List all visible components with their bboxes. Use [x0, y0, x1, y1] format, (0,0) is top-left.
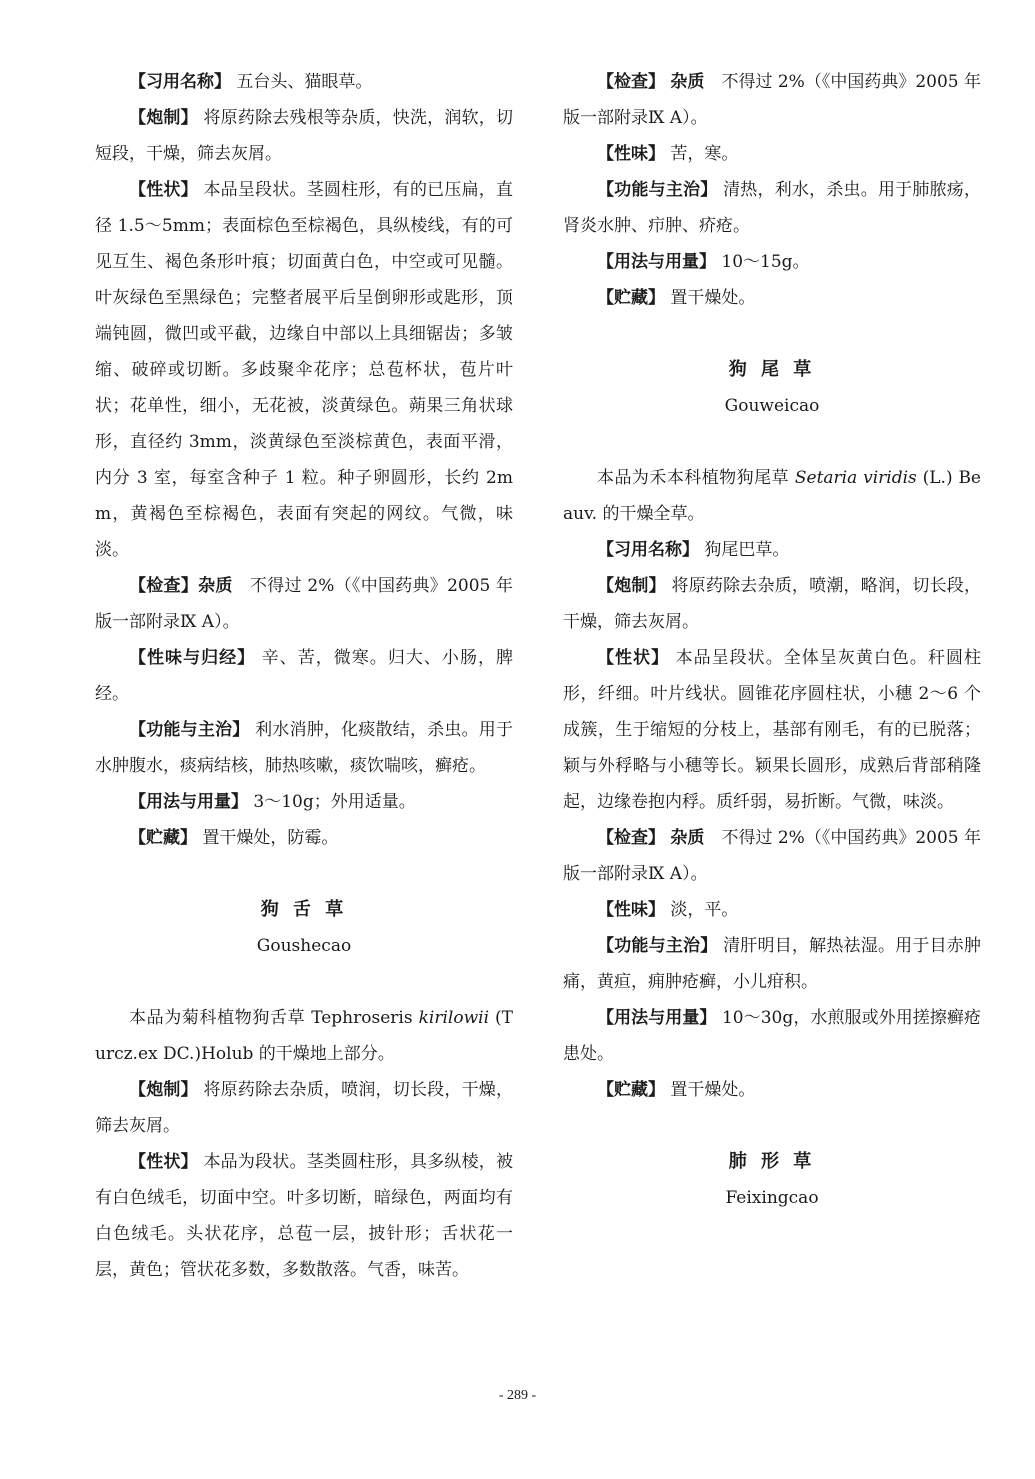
herb-description: 本品为菊科植物狗舌草 Tephroseris kirilowii (Turcz.ex DC.)Holub 的干燥地上部分。 — [95, 1008, 514, 1064]
spacer — [95, 856, 513, 892]
entry-xiyong: 【习用名称】 狗尾巴草。 — [597, 540, 790, 560]
entry-jiancha: 【检查】 杂质 不得过 2%（《中国药典》2005 年版一部附录Ⅸ A）。 — [563, 828, 982, 884]
spacer — [95, 964, 513, 1000]
spacer — [563, 1108, 981, 1144]
spacer — [563, 316, 981, 352]
entry-yongfa: 【用法与用量】 3～10g；外用适量。 — [129, 792, 416, 812]
entry-zhucang: 【贮藏】 置干燥处。 — [597, 1080, 756, 1100]
entry-xingzhuang: 【性状】 本品呈段状。全体呈灰黄白色。秆圆柱形，纤细。叶片线状。圆锥花序圆柱状，小穗 2～6 个成簇，生于缩短的分枝上，基部有刚毛，有的已脱落；颖与外稃略与小穗等长。颖果长圆形，成熟后背部稍隆起，边缘卷抱内稃。质纤弱，易折断。气微，味淡。 — [563, 648, 982, 812]
entry-xingwei: 【性味与归经】 辛、苦，微寒。归大、小肠，脾经。 — [95, 648, 514, 704]
page-number: - 289 - — [498, 1388, 537, 1403]
entry-xiyong: 【习用名称】 五台头、猫眼草。 — [129, 72, 373, 92]
herb-description: 本品为禾本科植物狗尾草 Setaria viridis (L.) Beauv. 的干燥全草。 — [563, 468, 981, 524]
entry-gongneng: 【功能与主治】 清肝明目，解热祛湿。用于目赤肿痛，黄疸，痈肿疮癣，小儿疳积。 — [563, 936, 982, 992]
entry-zhucang: 【贮藏】 置干燥处，防霉。 — [129, 828, 339, 848]
spacer — [563, 424, 981, 460]
entry-jiancha: 【检查】杂质 不得过 2%（《中国药典》2005 年版一部附录Ⅸ A）。 — [95, 576, 514, 632]
entry-paozhi: 【炮制】 将原药除去杂质，喷潮，略润，切长段，干燥，筛去灰屑。 — [563, 576, 982, 632]
entry-yongfa: 【用法与用量】 10～15g。 — [597, 252, 810, 272]
left-column — [95, 64, 513, 1288]
herb-pinyin: Gouweicao — [724, 396, 820, 416]
entry-zhucang: 【贮藏】 置干燥处。 — [597, 288, 756, 308]
entry-xingwei: 【性味】 淡，平。 — [597, 900, 739, 920]
entry-paozhi: 【炮制】 将原药除去残根等杂质，快洗，润软，切短段，干燥，筛去灰屑。 — [95, 108, 514, 164]
entry-gongneng: 【功能与主治】 清热，利水，杀虫。用于肺脓疡，肾炎水肿、疖肿、疥疮。 — [563, 180, 982, 236]
herb-title: 狗 舌 草 — [260, 899, 348, 920]
entry-gongneng: 【功能与主治】 利水消肿，化痰散结，杀虫。用于水肿腹水，痰病结核，肺热咳嗽，痰饮喘咳，癣疮。 — [95, 720, 514, 776]
entry-paozhi: 【炮制】 将原药除去杂质，喷润，切长段，干燥，筛去灰屑。 — [95, 1080, 514, 1136]
herb-title: 狗 尾 草 — [728, 359, 816, 380]
entry-xingwei: 【性味】 苦，寒。 — [597, 144, 739, 164]
entry-yongfa: 【用法与用量】 10～30g，水煎服或外用搓擦癣疮患处。 — [563, 1008, 982, 1064]
entry-xingzhuang: 【性状】 本品呈段状。茎圆柱形，有的已压扁，直径 1.5～5mm；表面棕色至棕褐色，具纵棱线，有的可见互生、褐色条形叶痕；切面黄白色，中空或可见髓。叶灰绿色至黑绿色；完整者展平后呈倒卵形或匙形，顶端钝圆，微凹或平截，边缘自中部以上具细锯齿；多皱缩、破碎或切断。多歧聚伞花序；总苞杯状，苞片叶状；花单性，细小，无花被，淡黄绿色。蒴果三角状球形，直径约 3mm，淡黄绿色至淡棕黄色，表面平滑，内分 3 室，每室含种子 1 粒。种子卵圆形，长约 2mm，黄褐色至棕褐色，表面有突起的网纹。气微，味淡。 — [95, 180, 514, 560]
herb-pinyin: Feixingcao — [725, 1188, 819, 1208]
right-column — [563, 64, 981, 1216]
entry-xingzhuang: 【性状】 本品为段状。茎类圆柱形，具多纵棱，被有白色绒毛，切面中空。叶多切断，暗绿色，两面均有白色绒毛。头状花序，总苞一层，披针形；舌状花一层，黄色；管状花多数，多数散落。气香，味苦。 — [95, 1152, 514, 1280]
herb-pinyin: Goushecao — [256, 936, 352, 956]
herb-title: 肺 形 草 — [728, 1151, 816, 1172]
entry-jiancha: 【检查】 杂质 不得过 2%（《中国药典》2005 年版一部附录Ⅸ A）。 — [563, 72, 982, 128]
